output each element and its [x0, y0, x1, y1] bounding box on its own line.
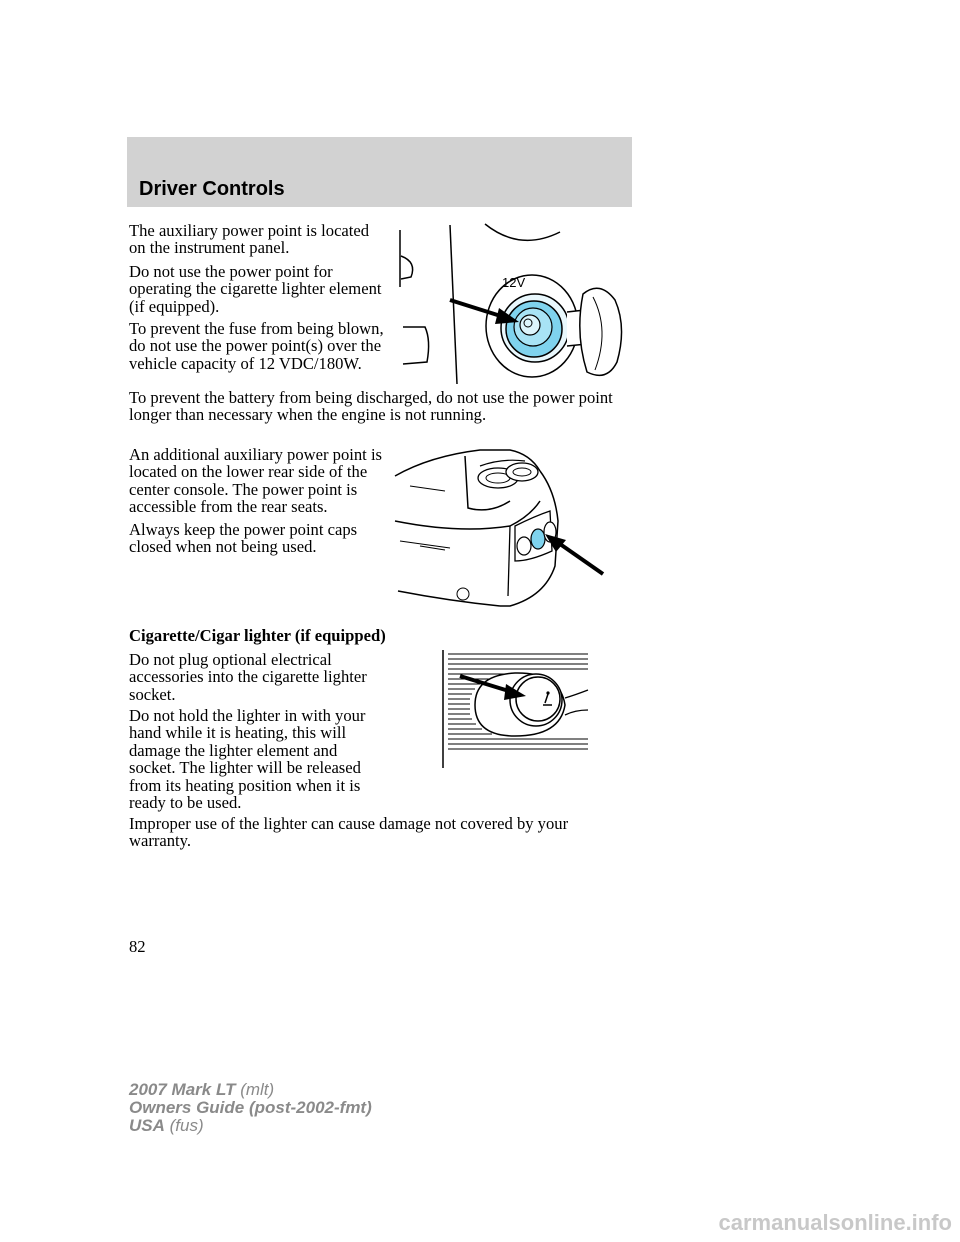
paragraph-additional-power-point: An additional auxiliary power point is located on the lower rear side of the center console. The power point is accessible from the rear seats. [129, 445, 383, 517]
paragraph-improper-use: Improper use of the lighter can cause damage not covered by your warranty. [129, 814, 569, 851]
power-point-illustration [395, 222, 635, 390]
footer-model-code: (mlt) [240, 1080, 275, 1099]
footer-market: USA [129, 1116, 165, 1135]
rear-console-power-point-illustration [390, 446, 610, 611]
paragraph-no-accessories: Do not plug optional electrical accessories into the cigarette lighter socket. [129, 650, 367, 704]
footer-model: 2007 Mark LT [129, 1080, 236, 1099]
section-title: Driver Controls [139, 178, 285, 200]
page-number: 82 [129, 937, 146, 956]
cigarette-lighter-illustration [440, 650, 592, 768]
paragraph-lighter-heating: Do not hold the lighter in with your hand while it is heating, this will damage the lighter element and socket. The lighter will be released from its heating position when it is ready to be used. [129, 706, 366, 813]
paragraph-power-point-location: The auxiliary power point is located on the instrument panel. [129, 221, 370, 258]
footer-market-code: (fus) [169, 1116, 204, 1135]
power-point-label: 12V [502, 275, 526, 290]
paragraph-fuse: To prevent the fuse from being blown, do not use the power point(s) over the vehicle capacity of 12 VDC/180W. [129, 319, 384, 373]
paragraph-no-lighter: Do not use the power point for operating the cigarette lighter element (if equipped). [129, 262, 382, 316]
lighter-heading: Cigarette/Cigar lighter (if equipped) [129, 626, 386, 645]
document-footer [129, 1081, 372, 1135]
watermark: carmanualsonline.info [718, 1210, 952, 1235]
footer-guide-format: Owners Guide (post-2002-fmt) [129, 1098, 372, 1117]
paragraph-battery: To prevent the battery from being discharged, do not use the power point longer than necessary when the engine is not running. [129, 388, 613, 425]
paragraph-keep-caps-closed: Always keep the power point caps closed when not being used. [129, 520, 358, 557]
section-header [127, 137, 632, 207]
